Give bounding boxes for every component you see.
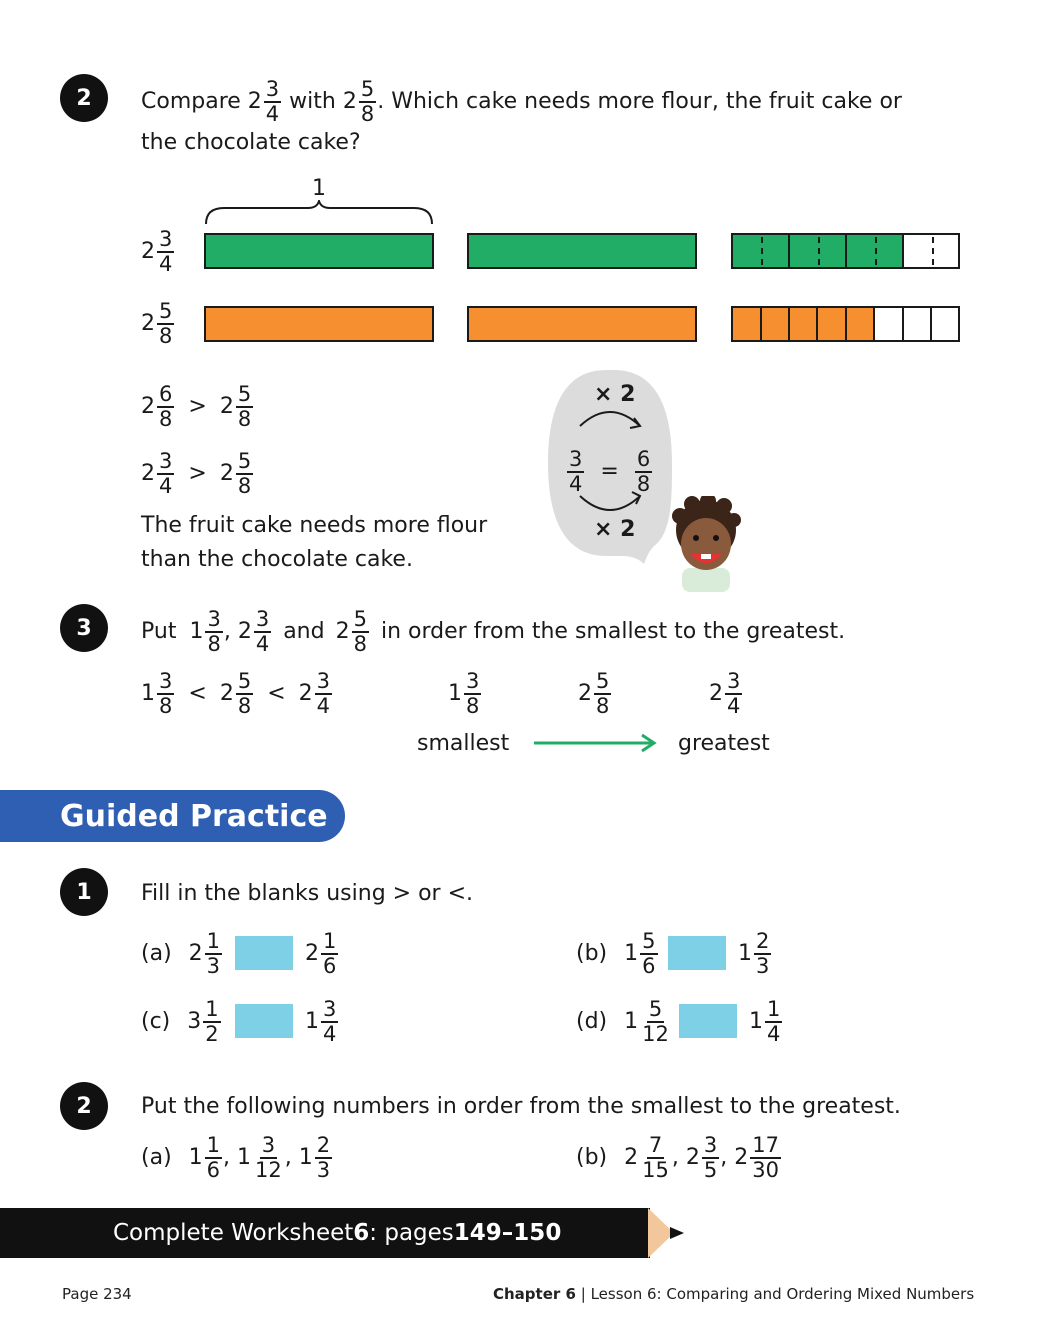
- worksheet-banner: Complete Worksheet 6 : pages 149–150: [0, 1208, 650, 1258]
- bar-whole-green-2: [467, 233, 697, 269]
- ordering-answer: 1 $\frac{3}{8}$ < 2 $\frac{5}{8}$ < 2 $\frac{3}{4}$: [141, 669, 330, 718]
- arrow-right-icon: [534, 732, 660, 754]
- conclusion-line2: than the chocolate cake.: [141, 547, 413, 572]
- guided-practice-banner: [0, 790, 345, 842]
- practice-2b: (b) 2 $\frac{7}{15}$ , 2 $\frac{3}{5}$ , 2 $\frac{17}{30}$: [576, 1133, 779, 1182]
- smallest-label: smallest: [417, 731, 510, 756]
- example-2-question-line2: the chocolate cake?: [141, 130, 361, 155]
- practice-1a-right: 2 $\frac{1}{6}$: [305, 929, 337, 978]
- example-2-question-line1: [141, 78, 902, 126]
- bar-whole-green-1: [204, 233, 434, 269]
- with-word: with: [289, 89, 336, 114]
- question-tail: . Which cake needs more flour, the fruit cake or: [377, 89, 902, 114]
- worksheet-pages: 149–150: [453, 1220, 562, 1246]
- practice-1d-right: 1 $\frac{1}{4}$: [749, 997, 781, 1046]
- bar-fraction-green: [731, 233, 960, 269]
- worksheet-number: 6: [353, 1220, 370, 1246]
- worksheet-text: Complete Worksheet: [113, 1220, 354, 1246]
- page-number: Page 234: [62, 1285, 132, 1303]
- brace-icon: [204, 200, 434, 228]
- practice-1a: (a) 2 $\frac{1}{3}$: [141, 929, 221, 978]
- bubble-times-top: × 2: [594, 382, 636, 407]
- row-label-fruit: 2 $\frac{3}{4}$: [141, 227, 173, 276]
- conclusion-line1: The fruit cake needs more flour: [141, 513, 488, 538]
- example-3-question: Put 1 $\frac{3}{8}$ , 2 $\frac{3}{4}$ and 2 $\frac{5}{8}$ in order from the smallest to the greatest.: [141, 607, 846, 656]
- mixed-number: 2 $\frac{3}{4}$: [247, 77, 280, 126]
- bar-whole-orange-2: [467, 306, 697, 342]
- practice-1b: (b) 1 $\frac{5}{6}$: [576, 929, 656, 978]
- practice-1c-right: 1 $\frac{3}{4}$: [305, 997, 337, 1046]
- practice-1-instruction: Fill in the blanks using > or <.: [141, 881, 473, 906]
- chapter-info: Chapter 6 | Lesson 6: Comparing and Ordering Mixed Numbers: [493, 1285, 975, 1303]
- example-3-badge: 3: [60, 604, 108, 652]
- brace-label: 1: [312, 176, 326, 201]
- practice-1d: (d) 1 $\frac{5}{12}$: [576, 997, 669, 1046]
- bubble-times-bottom: × 2: [594, 517, 636, 542]
- compare-word: Compare: [141, 89, 241, 114]
- comparison-1: 2 $\frac{6}{8}$ > 2 $\frac{5}{8}$: [141, 382, 252, 431]
- practice-1b-right: 1 $\frac{2}{3}$: [738, 929, 770, 978]
- practice-1-badge: 1: [60, 868, 108, 916]
- answer-blank-c[interactable]: [235, 1004, 293, 1038]
- row-label-chocolate: 2 $\frac{5}{8}$: [141, 299, 173, 348]
- pencil-tip-icon: [648, 1208, 688, 1258]
- answer-blank-b[interactable]: [668, 936, 726, 970]
- order-item-3: 2 $\frac{3}{4}$: [709, 669, 741, 718]
- answer-blank-d[interactable]: [679, 1004, 737, 1038]
- order-item-2: 2 $\frac{5}{8}$: [578, 669, 610, 718]
- greatest-label: greatest: [678, 731, 770, 756]
- bar-fraction-orange: [731, 306, 960, 342]
- comparison-2: 2 $\frac{3}{4}$ > 2 $\frac{5}{8}$: [141, 449, 252, 498]
- answer-blank-a[interactable]: [235, 936, 293, 970]
- bar-whole-orange-1: [204, 306, 434, 342]
- guided-practice-title: Guided Practice: [60, 798, 328, 834]
- practice-1c: (c) 3 $\frac{1}{2}$: [141, 997, 219, 1046]
- practice-2a: (a) 1 $\frac{1}{6}$ , 1 $\frac{3}{12}$ , 1 $\frac{2}{3}$: [141, 1133, 331, 1182]
- example-2-badge: 2: [60, 74, 108, 122]
- child-character-icon: [668, 496, 744, 592]
- order-item-1: 1 $\frac{3}{8}$: [448, 669, 480, 718]
- mixed-number: 2 $\frac{5}{8}$: [342, 77, 375, 126]
- practice-2-instruction: Put the following numbers in order from the smallest to the greatest.: [141, 1094, 901, 1119]
- bubble-equation: $\frac{3}{4}$ = $\frac{6}{8}$: [569, 447, 651, 496]
- practice-2-badge: 2: [60, 1082, 108, 1130]
